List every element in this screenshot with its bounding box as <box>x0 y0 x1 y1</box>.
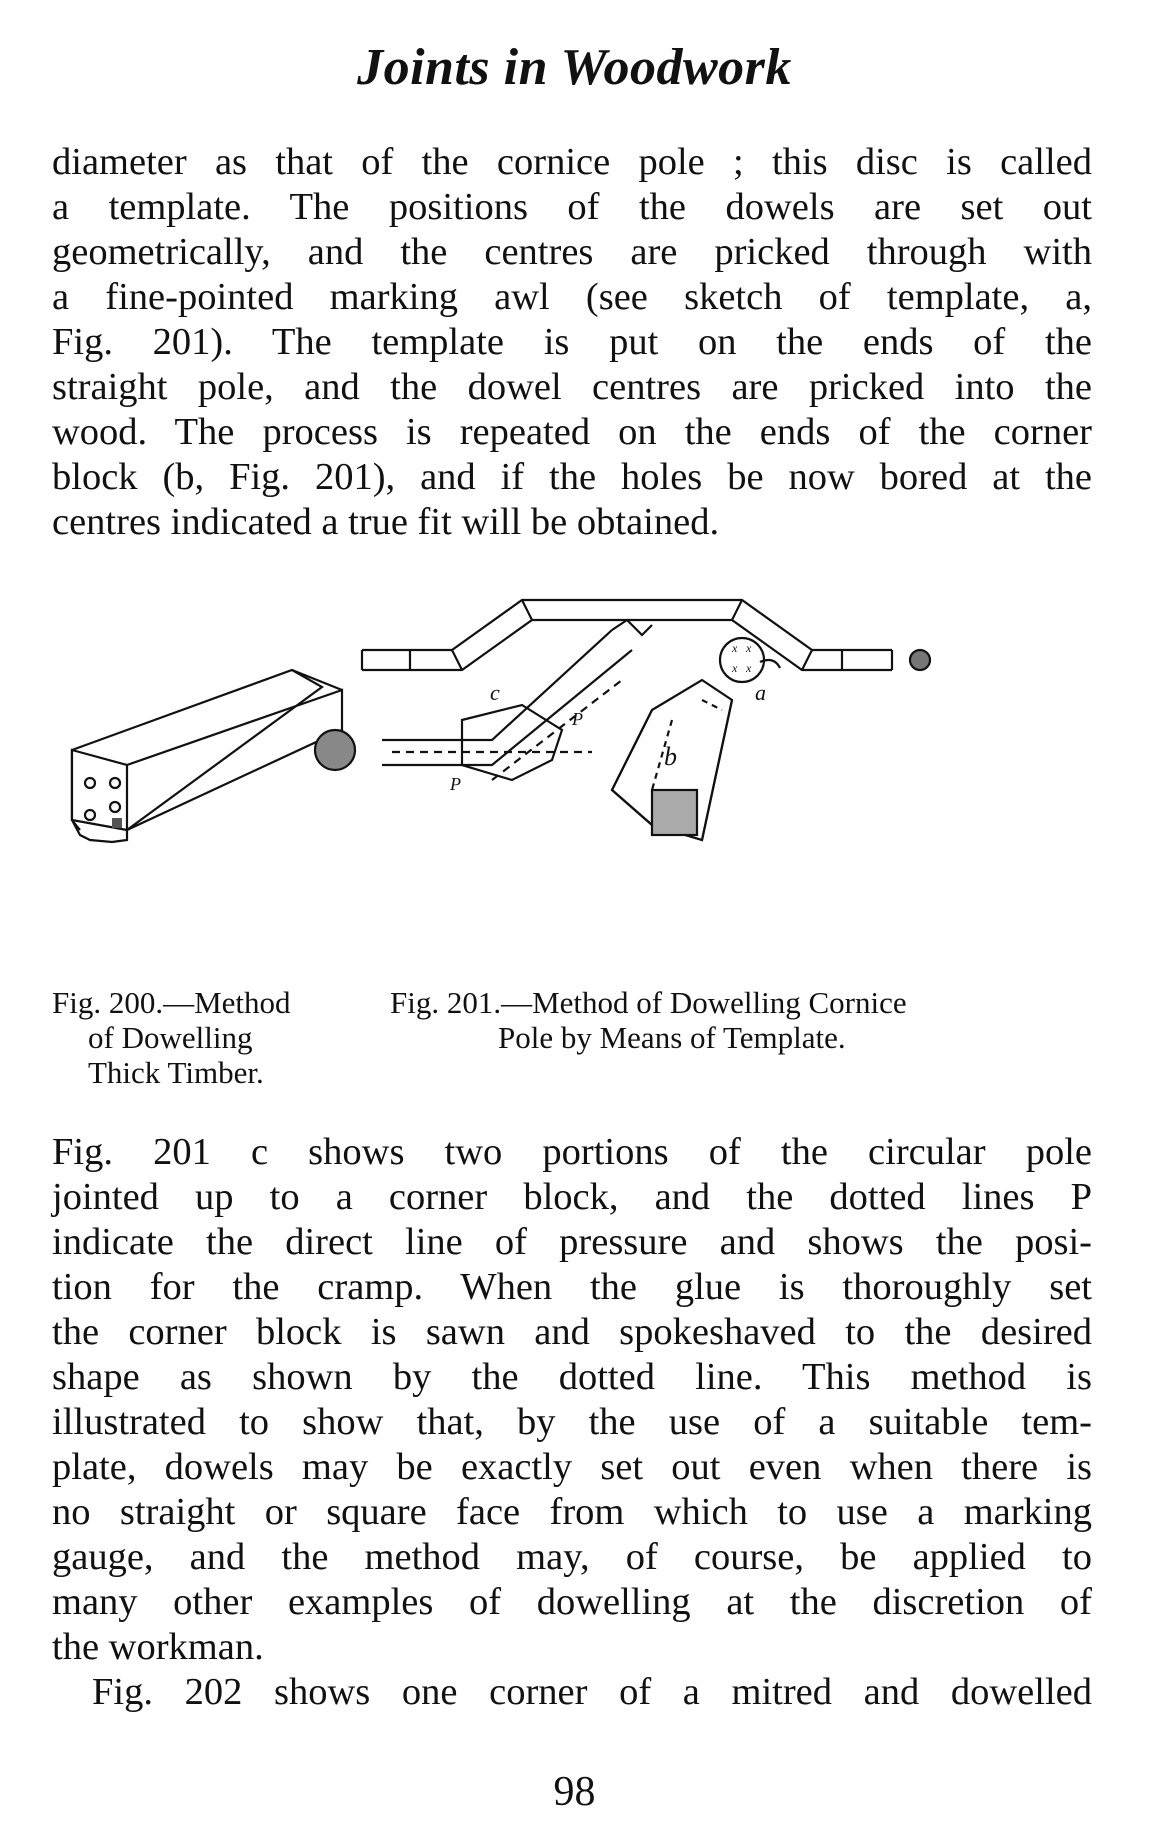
caption-fig-200 <box>52 985 372 1090</box>
svg-text:x: x <box>732 641 738 655</box>
paragraph-line: indicate the direct line of pressure and shows the posi- <box>52 1221 1092 1263</box>
paragraph-2 <box>52 1130 1092 1715</box>
svg-text:x: x <box>732 661 738 675</box>
caption-line: Pole by Means of Template. <box>498 1020 846 1055</box>
template-disc-a <box>720 638 780 682</box>
paragraph-line: Fig. 202 shows one corner of a mitred and dowelled <box>92 1671 1092 1713</box>
fig201-cornice-pole-drawing <box>362 600 930 670</box>
label-c: c <box>490 680 500 705</box>
running-head: Joints in Woodwork <box>357 39 792 96</box>
paragraph-line: a fine-pointed marking awl (see sketch of template, a, <box>52 276 1092 318</box>
paragraph-line: shape as shown by the dotted line. This method is <box>52 1356 1092 1398</box>
paragraph-line: wood. The process is repeated on the ends of the corner <box>52 411 1092 453</box>
figure-illustrations <box>52 590 1092 980</box>
caption-line: Fig. 200.—Method <box>52 985 291 1020</box>
paragraph-line: illustrated to show that, by the use of a suitable tem- <box>52 1401 1092 1443</box>
paragraph-line: centres indicated a true fit will be obtained. <box>52 501 720 543</box>
caption-line: Fig. 201.—Method of Dowelling Cornice <box>390 985 907 1020</box>
pole-and-corner-block-c <box>315 620 652 780</box>
paragraph-line: block (b, Fig. 201), and if the holes be now bored at the <box>52 456 1092 498</box>
paragraph-line: plate, dowels may be exactly set out even when there is <box>52 1446 1092 1488</box>
paragraph-line: Fig. 201 c shows two portions of the circular pole <box>52 1131 1092 1173</box>
paragraph-line: the workman. <box>52 1626 264 1668</box>
label-p-right: P <box>572 709 583 729</box>
paragraph-line: no straight or square face from which to use a marking <box>52 1491 1092 1533</box>
caption-line: Thick Timber. <box>88 1055 264 1090</box>
paragraph-line: diameter as that of the cornice pole ; this disc is called <box>52 141 1092 183</box>
label-a: a <box>755 680 766 705</box>
figures-area <box>52 590 1092 980</box>
paragraph-line: a template. The positions of the dowels are set out <box>52 186 1092 228</box>
paragraph-line: jointed up to a corner block, and the dotted lines P <box>52 1176 1092 1218</box>
svg-text:x: x <box>746 661 752 675</box>
label-p-left: P <box>450 774 461 794</box>
paragraph-1 <box>52 140 1092 545</box>
fig200-timber-drawing <box>72 670 342 842</box>
paragraph-line: geometrically, and the centres are pricked through with <box>52 231 1092 273</box>
paragraph-line: the corner block is sawn and spokeshaved to the desired <box>52 1311 1092 1353</box>
page-number: 98 <box>553 1769 596 1815</box>
paragraph-line: Fig. 201). The template is put on the ends of the <box>52 321 1092 363</box>
label-b: b <box>664 742 677 771</box>
caption-line: of Dowelling <box>88 1020 253 1055</box>
svg-text:x: x <box>746 641 752 655</box>
caption-fig-201 <box>390 985 1090 1055</box>
paragraph-line: many other examples of dowelling at the discretion of <box>52 1581 1092 1623</box>
paragraph-line: tion for the cramp. When the glue is thoroughly set <box>52 1266 1092 1308</box>
paragraph-line: gauge, and the method may, of course, be applied to <box>52 1536 1092 1578</box>
paragraph-line: straight pole, and the dowel centres are pricked into the <box>52 366 1092 408</box>
